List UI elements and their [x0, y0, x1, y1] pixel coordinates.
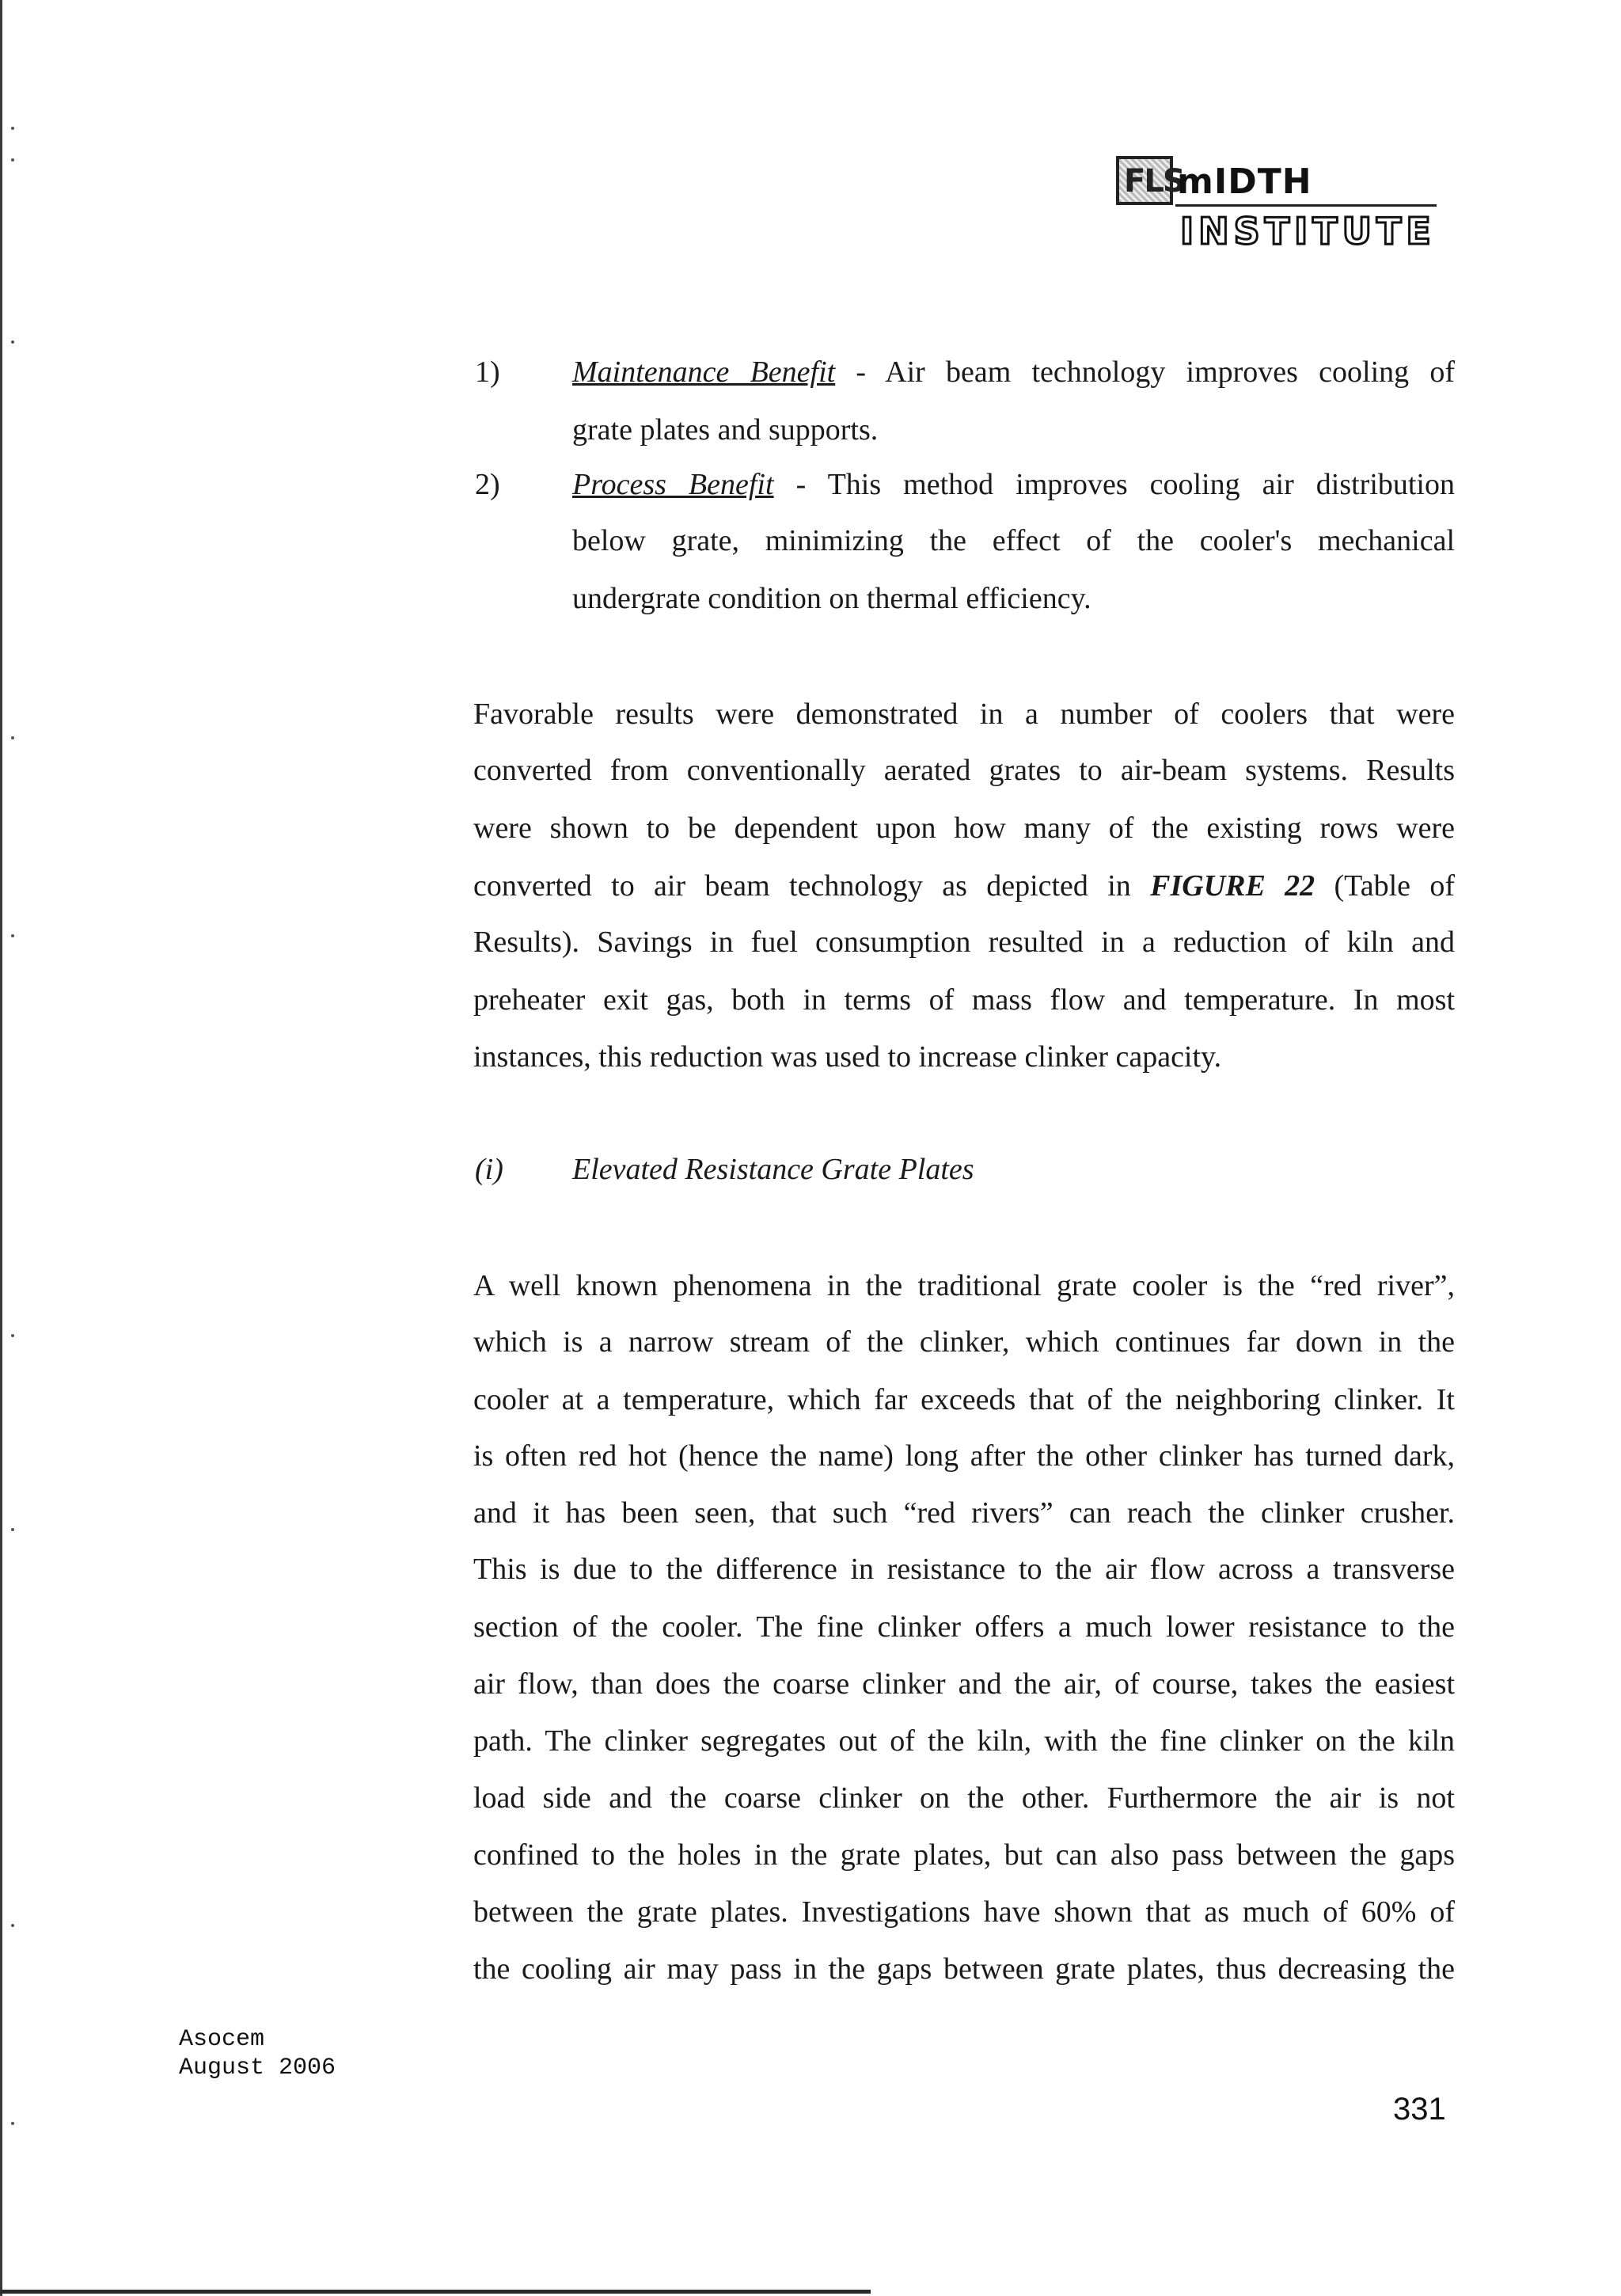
list-item-text-line: grate plates and supports. [572, 413, 879, 447]
paragraph-line: path. The clinker segregates out of the kiln, with the fine clinker on the kiln [473, 1724, 1455, 1758]
section-title: Elevated Resistance Grate Plates [572, 1153, 974, 1186]
paragraph-text: converted to air beam technology as depicted in [473, 869, 1151, 903]
scan-border-left [0, 0, 2, 2296]
logo-rule [1175, 204, 1437, 207]
fls-smidth-institute-logo [1112, 154, 1437, 257]
paragraph-line: confined to the holes in the grate plates, but can also pass between the gaps [473, 1838, 1455, 1872]
list-item-text: - Air beam technology improves cooling of [835, 355, 1455, 389]
paragraph-line: converted from conventionally aerated grates to air-beam systems. Results [473, 754, 1455, 787]
paragraph-text: (Table of [1315, 869, 1455, 903]
paragraph-line: Results). Savings in fuel consumption resulted in a reduction of kiln and [473, 926, 1455, 959]
scan-speck [11, 127, 14, 130]
section-number: (i) [475, 1153, 503, 1186]
logo-mark: FLS [1124, 163, 1184, 200]
paragraph-line: load side and the coarse clinker on the other. Furthermore the air is not [473, 1781, 1455, 1815]
list-item-text: - This method improves cooling air distribution [773, 468, 1455, 501]
scan-speck [11, 1924, 14, 1927]
list-item-first-line [572, 354, 1455, 390]
paragraph-line: air flow, than does the coarse clinker and the air, of course, takes the easiest [473, 1667, 1455, 1701]
paragraph-line: were shown to be dependent upon how many of the existing rows were [473, 812, 1455, 845]
paragraph-line: instances, this reduction was used to increase clinker capacity. [473, 1040, 1222, 1074]
list-item-number: 2) [475, 468, 500, 501]
page-number: 331 [1393, 2092, 1446, 2127]
scan-border-bottom [0, 2290, 871, 2294]
list-item-first-line [572, 466, 1455, 503]
paragraph-line: This is due to the difference in resistance to the air flow across a transverse [473, 1553, 1455, 1586]
footer-organization: Asocem [179, 2026, 265, 2053]
paragraph-line: preheater exit gas, both in terms of mass flow and temperature. In most [473, 983, 1455, 1017]
paragraph-line: which is a narrow stream of the clinker, which continues far down in the [473, 1325, 1455, 1359]
list-item-text-line: below grate, minimizing the effect of the cooler's mechanical [572, 524, 1455, 557]
scan-speck [11, 2122, 14, 2125]
list-item-title: Maintenance Benefit [572, 355, 836, 389]
paragraph-line: the cooling air may pass in the gaps between grate plates, thus decreasing the [473, 1952, 1455, 1986]
figure-reference: FIGURE 22 [1150, 869, 1315, 903]
logo-wordmark-institute: INSTITUTE [1180, 210, 1436, 253]
paragraph-line: A well known phenomena in the traditional grate cooler is the “red river”, [473, 1269, 1455, 1302]
footer-date: August 2006 [179, 2055, 336, 2081]
scan-speck [11, 340, 14, 344]
paragraph-line [473, 868, 1455, 904]
scan-speck [11, 1334, 14, 1337]
logo-wordmark-smidth: mIDTH [1177, 162, 1312, 202]
scan-speck [11, 1528, 14, 1531]
list-item-title: Process Benefit [572, 468, 774, 501]
paragraph-line: section of the cooler. The fine clinker offers a much lower resistance to the [473, 1610, 1455, 1644]
scan-speck [11, 158, 14, 162]
paragraph-line: cooler at a temperature, which far exceeds that of the neighboring clinker. It [473, 1383, 1455, 1416]
paragraph-line: between the grate plates. Investigations have shown that as much of 60% of [473, 1895, 1455, 1929]
paragraph-line: is often red hot (hence the name) long after the other clinker has turned dark, [473, 1439, 1455, 1473]
list-item-number: 1) [475, 355, 500, 389]
logo-emblem [1116, 156, 1184, 205]
paragraph-line: Favorable results were demonstrated in a number of coolers that were [473, 698, 1455, 731]
paragraph-line: and it has been seen, that such “red rivers” can reach the clinker crusher. [473, 1496, 1455, 1530]
scan-speck [11, 934, 14, 937]
scan-speck [11, 736, 14, 739]
list-item-text-line: undergrate condition on thermal efficiency. [572, 582, 1091, 615]
